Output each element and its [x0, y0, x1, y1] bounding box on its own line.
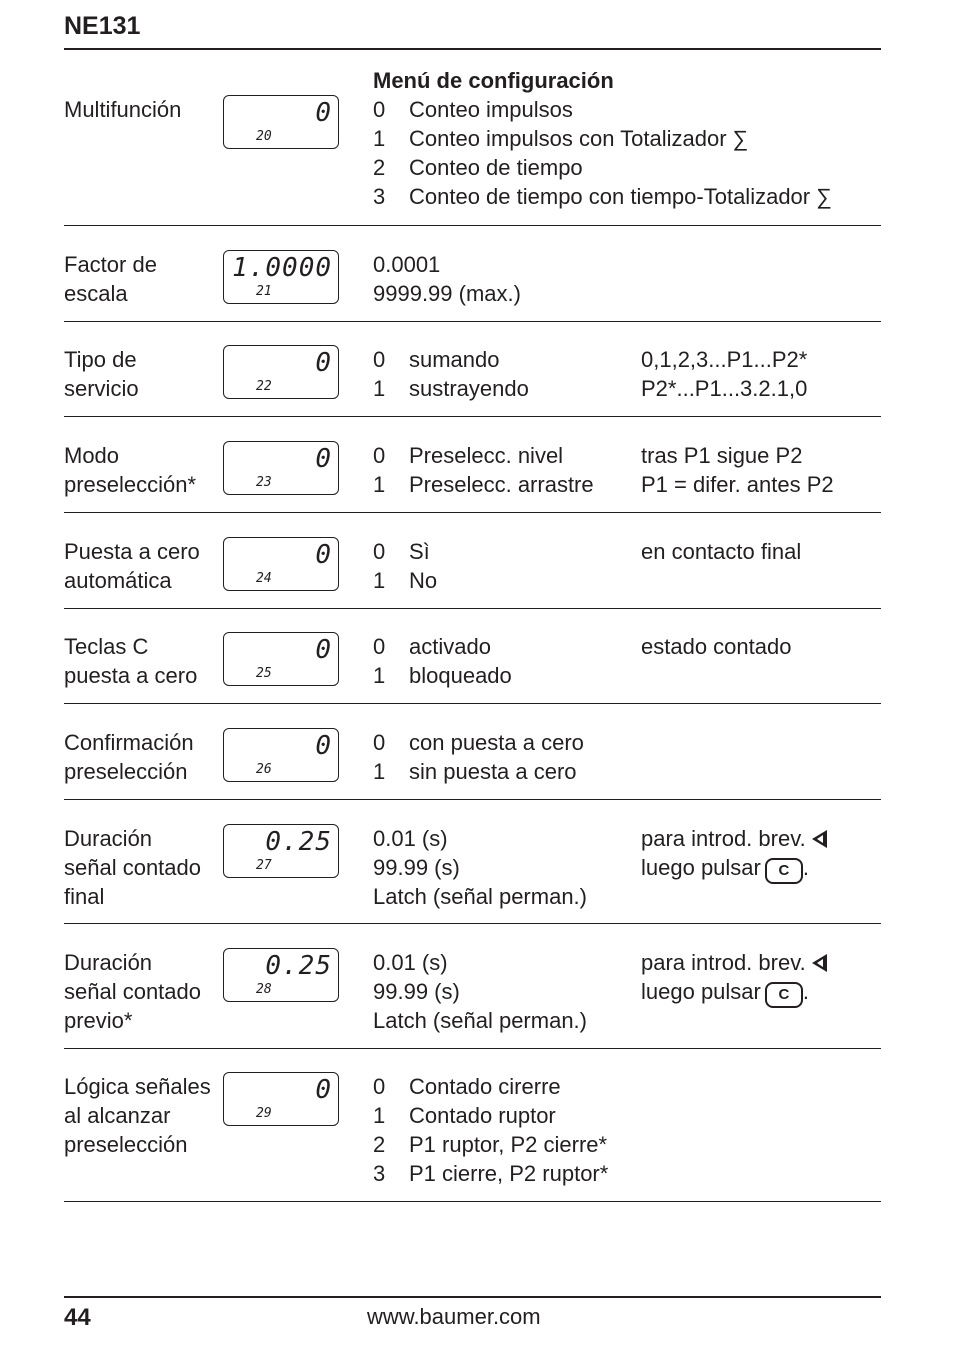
option-list: [373, 948, 587, 1035]
lcd-value: 0: [315, 348, 332, 378]
note-text: P1 = difer. antes P2: [641, 472, 834, 497]
option-list: [373, 1072, 608, 1188]
lcd-value: 0.25: [265, 951, 332, 981]
option-item: [373, 537, 437, 566]
option-item: [373, 728, 584, 757]
note-line: [641, 441, 834, 470]
option-number: 0: [373, 730, 386, 755]
option-list: [373, 441, 594, 499]
option-number: 1: [373, 759, 386, 784]
option-item: [373, 757, 584, 786]
option-number: 1: [373, 663, 386, 688]
parameter-label-line: Teclas C: [64, 634, 149, 659]
lcd-parameter-code: 23: [256, 475, 272, 490]
note-text: P2*...P1...3.2.1,0: [641, 376, 808, 401]
option-item: [373, 632, 512, 661]
option-number: 0: [373, 347, 386, 372]
option-notes: [641, 948, 827, 1008]
option-text: No: [409, 568, 438, 593]
option-text: 9999.99 (max.): [373, 281, 521, 306]
parameter-label-line: Duración: [64, 950, 153, 975]
parameter-label-line: Puesta a cero: [64, 539, 200, 564]
note-line: [641, 853, 827, 884]
option-text: activado: [409, 634, 491, 659]
option-text: con puesta a cero: [409, 730, 584, 755]
parameter-label: [64, 1072, 224, 1159]
option-text: bloqueado: [409, 663, 512, 688]
parameter-label-line: servicio: [64, 376, 139, 401]
lcd-parameter-code: 27: [256, 858, 272, 873]
option-notes: [641, 632, 791, 661]
note-text: tras P1 sigue P2: [641, 443, 803, 468]
row-divider: [64, 1201, 881, 1202]
parameter-label-line: Tipo de: [64, 347, 137, 372]
lcd-parameter-code: 22: [256, 379, 272, 394]
option-item: [373, 824, 587, 853]
option-list: [373, 250, 521, 308]
option-text: 99.99 (s): [373, 855, 460, 880]
lcd-display: [223, 345, 339, 399]
row-divider: [64, 225, 881, 226]
left-arrow-key-icon: [812, 954, 827, 972]
parameter-label-line: al alcanzar: [64, 1103, 171, 1128]
parameter-label-line: final: [64, 884, 105, 909]
lcd-parameter-code: 28: [256, 982, 272, 997]
option-text: 0.01 (s): [373, 826, 448, 851]
parameter-label-line: preselección: [64, 759, 188, 784]
note-text: para introd. brev.: [641, 826, 806, 851]
row-divider: [64, 416, 881, 417]
option-item: [373, 374, 529, 403]
option-item: [373, 1006, 587, 1035]
lcd-parameter-code: 24: [256, 571, 272, 586]
lcd-parameter-code: 20: [256, 129, 272, 144]
option-text: Contado ruptor: [409, 1103, 556, 1128]
note-text: luego pulsar: [641, 979, 761, 1004]
option-item: [373, 1072, 608, 1101]
option-item: [373, 124, 832, 153]
parameter-label: [64, 728, 224, 786]
option-text: 0.01 (s): [373, 950, 448, 975]
lcd-value: 0: [315, 1075, 332, 1105]
option-number: 0: [373, 97, 386, 122]
note-line: [641, 537, 801, 566]
lcd-parameter-code: 29: [256, 1106, 272, 1121]
option-item: [373, 182, 832, 211]
option-number: 3: [373, 1161, 386, 1186]
note-line: [641, 345, 807, 374]
note-punctuation: .: [802, 855, 809, 880]
parameter-label-line: Multifunción: [64, 97, 182, 122]
menu-heading: Menú de configuración: [373, 68, 614, 93]
parameter-label: [64, 95, 224, 124]
option-item: [373, 661, 512, 690]
option-text: Preselecc. nivel: [409, 443, 564, 468]
lcd-value: 0: [315, 635, 332, 665]
option-item: [373, 1159, 608, 1188]
row-divider: [64, 512, 881, 513]
lcd-value: 0: [315, 98, 332, 128]
option-number: 2: [373, 1132, 386, 1157]
lcd-display: [223, 1072, 339, 1126]
option-notes: [641, 824, 827, 884]
c-key-icon: C: [765, 858, 803, 884]
option-text: Conteo impulsos con Totalizador ∑: [409, 126, 749, 151]
option-text: Conteo de tiempo con tiempo-Totalizador ∑: [409, 184, 832, 209]
option-item: [373, 250, 521, 279]
option-text: Latch (señal perman.): [373, 884, 587, 909]
lcd-display: [223, 824, 339, 878]
page-number: 44: [64, 1304, 91, 1331]
parameter-label-line: preselección: [64, 1132, 188, 1157]
option-text: sumando: [409, 347, 500, 372]
parameter-label-line: previo*: [64, 1008, 133, 1033]
option-item: [373, 948, 587, 977]
note-text: estado contado: [641, 634, 792, 659]
option-text: Conteo de tiempo: [409, 155, 583, 180]
option-list: [373, 632, 512, 690]
lcd-display: [223, 948, 339, 1002]
parameter-label-line: Factor de: [64, 252, 157, 277]
option-text: 0.0001: [373, 252, 441, 277]
note-line: [641, 824, 827, 853]
lcd-display: [223, 632, 339, 686]
lcd-parameter-code: 21: [256, 284, 272, 299]
parameter-label-line: automática: [64, 568, 172, 593]
parameter-label: [64, 441, 224, 499]
option-item: [373, 95, 832, 124]
option-item: [373, 345, 529, 374]
option-number: 1: [373, 126, 386, 151]
option-text: Contado cirerre: [409, 1074, 561, 1099]
note-line: [641, 470, 834, 499]
option-item: [373, 977, 587, 1006]
parameter-label-line: señal contado: [64, 855, 201, 880]
option-text: P1 ruptor, P2 cierre*: [409, 1132, 608, 1157]
parameter-label-line: puesta a cero: [64, 663, 198, 688]
header-rule: [64, 48, 881, 50]
row-divider: [64, 799, 881, 800]
lcd-value: 0.25: [265, 827, 332, 857]
option-text: sustrayendo: [409, 376, 529, 401]
option-text: 99.99 (s): [373, 979, 460, 1004]
option-number: 1: [373, 376, 386, 401]
parameter-label: [64, 345, 224, 403]
option-item: [373, 1101, 608, 1130]
option-item: [373, 441, 594, 470]
footer-rule: [64, 1296, 881, 1298]
option-item: [373, 470, 594, 499]
option-number: 2: [373, 155, 386, 180]
option-list: [373, 66, 832, 211]
footer-url: www.baumer.com: [367, 1304, 541, 1329]
option-number: 1: [373, 568, 386, 593]
option-text: Latch (señal perman.): [373, 1008, 587, 1033]
row-divider: [64, 703, 881, 704]
parameter-label: [64, 537, 224, 595]
option-text: sin puesta a cero: [409, 759, 577, 784]
option-number: 0: [373, 634, 386, 659]
option-text: Preselecc. arrastre: [409, 472, 594, 497]
lcd-display: [223, 250, 339, 304]
option-text: Conteo impulsos: [409, 97, 573, 122]
parameter-label-line: Modo: [64, 443, 120, 468]
lcd-display: [223, 728, 339, 782]
lcd-value: 0: [315, 540, 332, 570]
option-item: [373, 566, 437, 595]
parameter-label-line: Lógica señales: [64, 1074, 211, 1099]
row-divider: [64, 608, 881, 609]
parameter-label: [64, 632, 224, 690]
note-line: [641, 632, 791, 661]
note-punctuation: .: [802, 979, 809, 1004]
option-list: [373, 345, 529, 403]
option-number: 1: [373, 1103, 386, 1128]
left-arrow-key-icon: [812, 830, 827, 848]
note-text: en contacto final: [641, 539, 802, 564]
note-line: [641, 977, 827, 1008]
parameter-label-line: preselección*: [64, 472, 197, 497]
c-key-icon: C: [765, 982, 803, 1008]
option-notes: [641, 345, 807, 403]
lcd-value: 1.0000: [232, 253, 332, 283]
document-title: NE131: [64, 12, 141, 40]
note-text: 0,1,2,3...P1...P2*: [641, 347, 808, 372]
lcd-value: 0: [315, 444, 332, 474]
option-list: [373, 728, 584, 786]
option-notes: [641, 537, 801, 566]
lcd-display: [223, 441, 339, 495]
row-divider: [64, 923, 881, 924]
parameter-label-line: Confirmación: [64, 730, 194, 755]
parameter-label-line: escala: [64, 281, 128, 306]
option-item: [373, 853, 587, 882]
option-list: [373, 537, 437, 595]
option-item: [373, 1130, 608, 1159]
parameter-label-line: Duración: [64, 826, 153, 851]
lcd-display: [223, 537, 339, 591]
lcd-parameter-code: 26: [256, 762, 272, 777]
option-list: [373, 824, 587, 911]
option-item: [373, 882, 587, 911]
option-number: 0: [373, 539, 386, 564]
option-text: Sì: [409, 539, 430, 564]
option-item: [373, 153, 832, 182]
lcd-value: 0: [315, 731, 332, 761]
note-text: luego pulsar: [641, 855, 761, 880]
parameter-label: [64, 948, 224, 1035]
note-line: [641, 948, 827, 977]
option-text: P1 cierre, P2 ruptor*: [409, 1161, 609, 1186]
option-item: [373, 279, 521, 308]
parameter-label: [64, 824, 224, 911]
row-divider: [64, 1048, 881, 1049]
option-number: 1: [373, 472, 386, 497]
option-number: 0: [373, 443, 386, 468]
row-divider: [64, 321, 881, 322]
lcd-display: [223, 95, 339, 149]
option-number: 0: [373, 1074, 386, 1099]
option-notes: [641, 441, 834, 499]
note-line: [641, 374, 807, 403]
parameter-label-line: señal contado: [64, 979, 201, 1004]
option-number: 3: [373, 184, 386, 209]
note-text: para introd. brev.: [641, 950, 806, 975]
parameter-label: [64, 250, 224, 308]
lcd-parameter-code: 25: [256, 666, 272, 681]
